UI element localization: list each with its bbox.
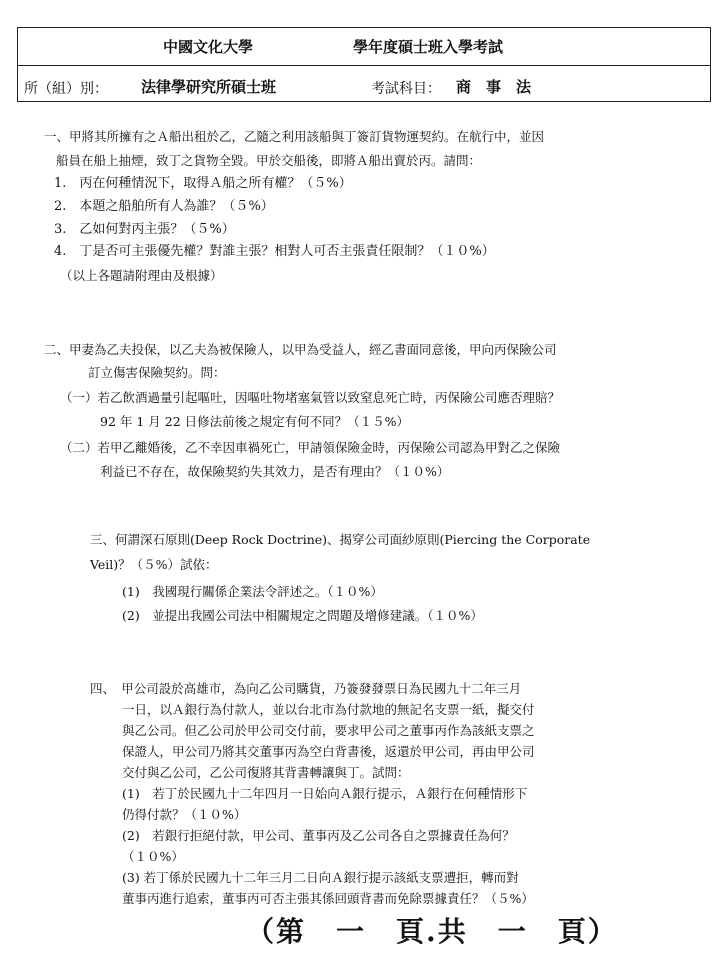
q1-item-4: 4. 丁是否可主張優先權？對誰主張？相對人可否主張責任限制？（１０%）	[54, 244, 495, 259]
q3-line-1: 三、何謂深石原則(Deep Rock Doctrine)、揭穿公司面紗原則(Piercing the Corporate	[90, 532, 591, 547]
q3-item-2: (2) 並提出我國公司法中相關規定之問題及增修建議。（１０%）	[122, 608, 483, 623]
q4-line-4: 保證人，甲公司乃將其交董事丙為空白背書後，返還於甲公司，再由甲公司	[122, 744, 535, 759]
q3-line-2: Veil)？（５%）試依：	[90, 557, 218, 572]
q2-sub-2-b: 利益已不存在，故保險契約失其效力，是否有理由？（１０%）	[100, 464, 450, 479]
q3-item-1: (1) 我國現行關係企業法令評述之。（１０%）	[122, 584, 383, 599]
q4-line-3: 與乙公司。但乙公司於甲公司交付前，要求甲公司之董事丙作為該紙支票之	[122, 723, 535, 738]
q1-item-3: 3. 乙如何對丙主張？（５%）	[54, 222, 235, 237]
exam-title: 學年度碩士班入學考試	[353, 38, 504, 56]
q4-sub-3-a: (3) 若丁係於民國九十二年三月二日向Ａ銀行提示該紙支票遭拒，轉而對	[122, 870, 519, 885]
q4-line-2: 一日，以Ａ銀行為付款人，並以台北市為付款地的無記名支票一紙，擬交付	[122, 702, 535, 717]
q1-note: （以上各題請附理由及根據）	[60, 268, 223, 283]
dept-value: 法律學研究所碩士班	[141, 78, 277, 96]
q4-line-1: 四、 甲公司設於高雄市，為向乙公司購貨，乃簽發發票日為民國九十二年三月	[90, 681, 522, 696]
q1-item-1: 1. 丙在何種情況下，取得Ａ船之所有權？（５%）	[54, 176, 352, 191]
header-divider	[18, 65, 710, 66]
q1-line-1: 一、甲將其所擁有之Ａ船出租於乙，乙隨之利用該船與丁簽訂貨物運契約。在航行中，並因	[44, 129, 545, 144]
q4-sub-1-b: 仍得付款？（１０%）	[122, 807, 247, 822]
subject-value: 商 事 法	[456, 78, 532, 96]
university-name: 中國文化大學	[163, 38, 254, 56]
q2-line-1: 二、甲妻為乙夫投保，以乙夫為被保險人，以甲為受益人，經乙書面同意後，甲向丙保險公司	[44, 342, 557, 357]
dept-label: 所（組）別：	[24, 81, 108, 97]
q4-sub-3-b: 董事丙進行追索，董事丙可否主張其係回頭背書而免除票據責任？（５%）	[122, 891, 534, 906]
q4-sub-1-a: (1) 若丁於民國九十二年四月一日始向Ａ銀行提示，Ａ銀行在何種情形下	[122, 786, 528, 801]
subject-label: 考試科目：	[371, 81, 441, 97]
q1-line-2: 船員在船上抽煙，致丁之貨物全毀。甲於交船後，即將Ａ船出賣於丙。請問：	[56, 153, 482, 168]
q4-sub-2-a: (2) 若銀行拒絕付款，甲公司、董事丙及乙公司各自之票據責任為何？	[122, 828, 515, 843]
q2-sub-2-a: （二）若甲乙離婚後，乙不幸因車禍死亡，甲請領保險金時，丙保險公司認為甲對乙之保險	[60, 440, 561, 455]
page-footer: （第 一 頁.共 一 頁）	[246, 915, 618, 948]
q2-sub-1-b: 92 年 1 月 22 日修法前後之規定有何不同？（１５%）	[100, 414, 410, 429]
q4-sub-2-b: （１０%）	[122, 849, 184, 864]
q4-line-5: 交付與乙公司，乙公司復將其背書轉讓與丁。試問：	[122, 765, 410, 780]
q1-item-2: 2. 本題之船舶所有人為誰？（５%）	[54, 199, 274, 214]
q2-line-2: 訂立傷害保險契約。問：	[88, 365, 226, 380]
q2-sub-1-a: （一）若乙飲酒過量引起嘔吐，因嘔吐物堵塞氣管以致窒息死亡時，丙保險公司應否理賠？	[60, 390, 561, 405]
